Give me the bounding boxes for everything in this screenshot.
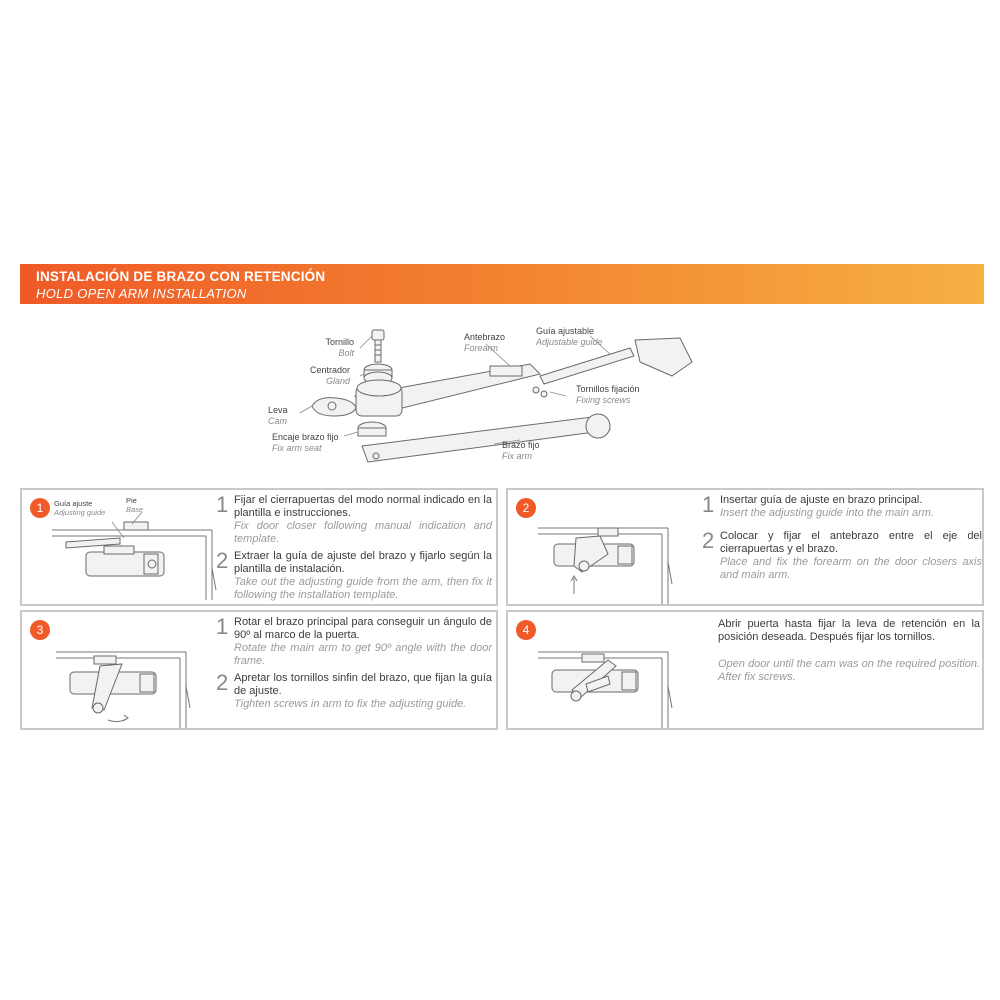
label-gland-en: Gland (325, 376, 350, 386)
step-badge-4: 4 (516, 620, 536, 640)
step-2-item-2-number: 2 (702, 528, 715, 553)
label-adjustable-guide-en: Adjustable guide (536, 337, 603, 347)
label-fix-arm-seat-en: Fix arm seat (272, 443, 322, 453)
label-fix-arm-seat-es: Encaje brazo fijo (272, 432, 339, 442)
step-2-illustration (538, 514, 688, 604)
label-forearm-en: Forearm (464, 343, 499, 353)
step-4-item-1-en: Open door until the cam was on the required position. After fix screws. (718, 658, 980, 683)
label-forearm-es: Antebrazo (464, 332, 506, 342)
step-badge-3: 3 (30, 620, 50, 640)
step-1-item-2-number: 2 (216, 548, 229, 573)
label-forearm (464, 332, 505, 354)
label-adjusting-guide-es: Guía ajuste (54, 499, 93, 508)
label-adjusting-guide-en: Adjusting guide (54, 508, 106, 517)
step-2-item-1-es: Insertar guía de ajuste en brazo principal. (720, 494, 923, 506)
step-2-item-2-es: Colocar y fijar el antebrazo entre el eje del cierrapuertas y el brazo. (720, 530, 982, 555)
label-cam-es: Leva (268, 405, 288, 415)
step-panel-1 (20, 488, 498, 606)
step-panel-3 (20, 610, 498, 730)
label-cam-en: Cam (268, 416, 288, 426)
label-bolt-es: Tornillo (325, 337, 354, 347)
step-3-item-1-en: Rotate the main arm to get 90º angle with the door frame. (234, 642, 492, 667)
label-base-en: Base (126, 505, 144, 514)
section-header (20, 264, 984, 304)
step-4-item-1-es: Abrir puerta hasta fijar la leva de retención en la posición deseada. Después fijar los tornillos. (718, 618, 980, 643)
step-3-illustration (56, 638, 206, 728)
step-3-item-2-number: 2 (216, 670, 229, 695)
step-3-item-1-number: 1 (216, 614, 229, 639)
label-fix-arm-seat (272, 432, 339, 454)
step-2-item-1-number: 1 (702, 492, 715, 517)
label-cam (268, 405, 288, 427)
step-1-item-1-number: 1 (216, 492, 229, 517)
step-1-item-2-es: Extraer la guía de ajuste del brazo y fijarlo según la plantilla de instalación. (234, 550, 492, 575)
step-2-item-2-en: Place and fix the forearm on the door closers axis and main arm. (720, 556, 982, 581)
step-panel-4 (506, 610, 984, 730)
label-bolt (300, 337, 354, 359)
step-1-item-2-en: Take out the adjusting guide from the arm, then fix it following the installation template. (234, 576, 492, 601)
step-1-item-1-es: Fijar el cierrapuertas del modo normal indicado en la plantilla e instrucciones. (234, 494, 492, 519)
label-adjustable-guide-es: Guía ajustable (536, 326, 595, 336)
label-fix-arm (502, 440, 540, 462)
label-fix-arm-es: Brazo fijo (502, 440, 540, 450)
label-base (126, 496, 143, 514)
step-4-illustration (538, 638, 688, 728)
step-3-item-2-en: Tighten screws in arm to fix the adjusting guide. (234, 698, 467, 710)
step-3-item-1-es: Rotar el brazo principal para conseguir un ángulo de 90º al marco de la puerta. (234, 616, 492, 641)
label-adjusting-guide (54, 499, 105, 517)
step-3-item-2-es: Apretar los tornillos sinfin del brazo, que fijan la guía de ajuste. (234, 672, 492, 697)
label-base-es: Pie (126, 496, 137, 505)
label-adjustable-guide (536, 326, 603, 348)
step-badge-1: 1 (30, 498, 50, 518)
label-gland (290, 365, 350, 387)
label-fixing-screws-es: Tornillos fijación (576, 384, 640, 394)
step-1-item-1-en: Fix door closer following manual indication and template. (234, 520, 492, 545)
label-bolt-en: Bolt (338, 348, 354, 358)
step-badge-2: 2 (516, 498, 536, 518)
label-fixing-screws (576, 384, 640, 406)
header-title-en: HOLD OPEN ARM INSTALLATION (36, 286, 247, 301)
label-fixing-screws-en: Fixing screws (576, 395, 631, 405)
header-title-es: INSTALACIÓN DE BRAZO CON RETENCIÓN (36, 269, 326, 284)
step-2-item-1-en: Insert the adjusting guide into the main arm. (720, 507, 935, 519)
label-gland-es: Centrador (309, 365, 350, 375)
label-fix-arm-en: Fix arm (502, 451, 532, 461)
step-panel-2 (506, 488, 984, 606)
